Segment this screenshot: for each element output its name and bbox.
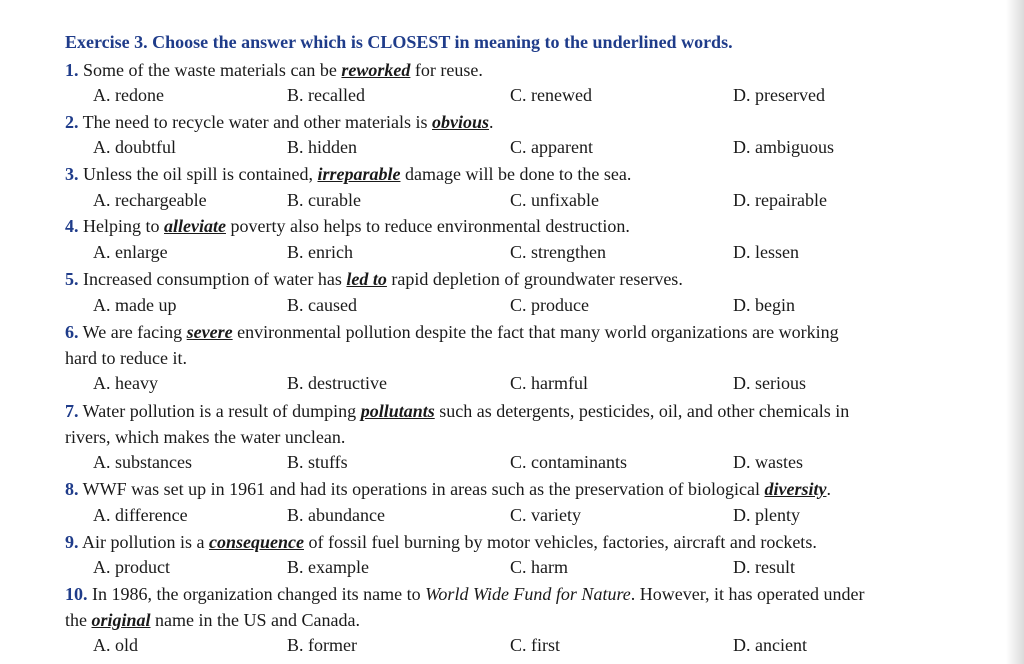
underlined-word: consequence xyxy=(209,532,304,552)
option-d[interactable]: D. wastes xyxy=(733,452,803,472)
question-2 xyxy=(65,109,965,135)
option-b[interactable]: B. caused xyxy=(287,295,357,315)
question-number: 2. xyxy=(65,112,79,132)
option-b[interactable]: B. former xyxy=(287,635,357,655)
italic-name: World Wide Fund for Nature xyxy=(425,584,631,604)
option-b[interactable]: B. curable xyxy=(287,190,361,210)
question-text: Air pollution is a xyxy=(78,532,209,552)
question-1 xyxy=(65,57,965,83)
underlined-word: obvious xyxy=(432,112,490,132)
option-c[interactable]: C. apparent xyxy=(510,137,593,157)
option-b[interactable]: B. hidden xyxy=(287,137,357,157)
question-10 xyxy=(65,581,965,633)
question-text: name in the US and Canada. xyxy=(150,610,360,630)
option-a[interactable]: A. doubtful xyxy=(93,137,176,157)
option-b[interactable]: B. stuffs xyxy=(287,452,348,472)
option-a[interactable]: A. difference xyxy=(93,505,188,525)
question-text: of fossil fuel burning by motor vehicles, factories, aircraft and rockets. xyxy=(303,532,817,552)
page-edge-shadow xyxy=(1006,0,1024,664)
option-a[interactable]: A. heavy xyxy=(93,373,158,393)
option-a[interactable]: A. enlarge xyxy=(93,242,168,262)
underlined-word: severe xyxy=(186,322,233,342)
question-text: hard to reduce it. xyxy=(65,348,187,368)
underlined-word: diversity xyxy=(764,479,827,499)
option-b[interactable]: B. destructive xyxy=(287,373,387,393)
option-d[interactable]: D. result xyxy=(733,557,795,577)
question-text: rivers, which makes the water unclean. xyxy=(65,427,346,447)
exercise-title: Exercise 3. Choose the answer which is CLOSEST in meaning to the underlined words. xyxy=(65,32,733,52)
underlined-word: pollutants xyxy=(360,401,435,421)
underlined-word: original xyxy=(91,610,151,630)
option-c[interactable]: C. renewed xyxy=(510,85,592,105)
underlined-word: led to xyxy=(346,269,387,289)
question-text: . xyxy=(826,479,831,499)
question-text: such as detergents, pesticides, oil, and other chemicals in xyxy=(434,401,850,421)
underlined-word: alleviate xyxy=(164,216,226,236)
underlined-word: reworked xyxy=(341,60,411,80)
option-a[interactable]: A. old xyxy=(93,635,138,655)
question-text: The need to recycle water and other materials is xyxy=(78,112,433,132)
option-b[interactable]: B. abundance xyxy=(287,505,385,525)
question-7 xyxy=(65,398,965,450)
question-number: 3. xyxy=(65,164,79,184)
underlined-word: irreparable xyxy=(317,164,401,184)
question-4 xyxy=(65,213,965,239)
option-c[interactable]: C. harm xyxy=(510,557,568,577)
question-number: 9. xyxy=(65,532,79,552)
option-d[interactable]: D. ancient xyxy=(733,635,807,655)
option-c[interactable]: C. strengthen xyxy=(510,242,606,262)
question-3 xyxy=(65,161,965,187)
option-b[interactable]: B. recalled xyxy=(287,85,365,105)
option-d[interactable]: D. plenty xyxy=(733,505,800,525)
option-d[interactable]: D. preserved xyxy=(733,85,825,105)
option-c[interactable]: C. variety xyxy=(510,505,581,525)
question-number: 7. xyxy=(65,401,79,421)
option-c[interactable]: C. contaminants xyxy=(510,452,627,472)
question-8 xyxy=(65,476,965,502)
question-text: for reuse. xyxy=(410,60,483,80)
option-c[interactable]: C. unfixable xyxy=(510,190,599,210)
question-number: 6. xyxy=(65,322,79,342)
question-9 xyxy=(65,529,965,555)
option-d[interactable]: D. begin xyxy=(733,295,795,315)
option-d[interactable]: D. ambiguous xyxy=(733,137,834,157)
question-text: Water pollution is a result of dumping xyxy=(78,401,361,421)
question-number: 8. xyxy=(65,479,79,499)
question-text: Helping to xyxy=(78,216,164,236)
question-text: damage will be done to the sea. xyxy=(400,164,632,184)
option-a[interactable]: A. substances xyxy=(93,452,192,472)
question-5 xyxy=(65,266,965,292)
question-number: 1. xyxy=(65,60,79,80)
option-a[interactable]: A. redone xyxy=(93,85,164,105)
question-number: 10. xyxy=(65,584,88,604)
question-text: We are facing xyxy=(78,322,187,342)
option-b[interactable]: B. enrich xyxy=(287,242,353,262)
option-a[interactable]: A. rechargeable xyxy=(93,190,207,210)
question-text: poverty also helps to reduce environmental destruction. xyxy=(225,216,630,236)
question-text: Some of the waste materials can be xyxy=(78,60,342,80)
question-number: 4. xyxy=(65,216,79,236)
option-c[interactable]: C. first xyxy=(510,635,561,655)
question-text: . xyxy=(489,112,494,132)
question-text: environmental pollution despite the fact that many world organizations are working xyxy=(232,322,839,342)
option-d[interactable]: D. serious xyxy=(733,373,806,393)
option-d[interactable]: D. repairable xyxy=(733,190,827,210)
question-text: In 1986, the organization changed its name to xyxy=(87,584,426,604)
option-a[interactable]: A. product xyxy=(93,557,170,577)
option-b[interactable]: B. example xyxy=(287,557,369,577)
question-text: . However, it has operated under xyxy=(630,584,865,604)
option-c[interactable]: C. harmful xyxy=(510,373,588,393)
question-text: WWF was set up in 1961 and had its operations in areas such as the preservation of biological xyxy=(78,479,765,499)
question-6 xyxy=(65,319,965,371)
question-text: the xyxy=(65,610,92,630)
option-d[interactable]: D. lessen xyxy=(733,242,799,262)
option-c[interactable]: C. produce xyxy=(510,295,589,315)
question-text: rapid depletion of groundwater reserves. xyxy=(386,269,683,289)
question-text: Unless the oil spill is contained, xyxy=(78,164,318,184)
question-number: 5. xyxy=(65,269,79,289)
question-text: Increased consumption of water has xyxy=(78,269,347,289)
option-a[interactable]: A. made up xyxy=(93,295,177,315)
